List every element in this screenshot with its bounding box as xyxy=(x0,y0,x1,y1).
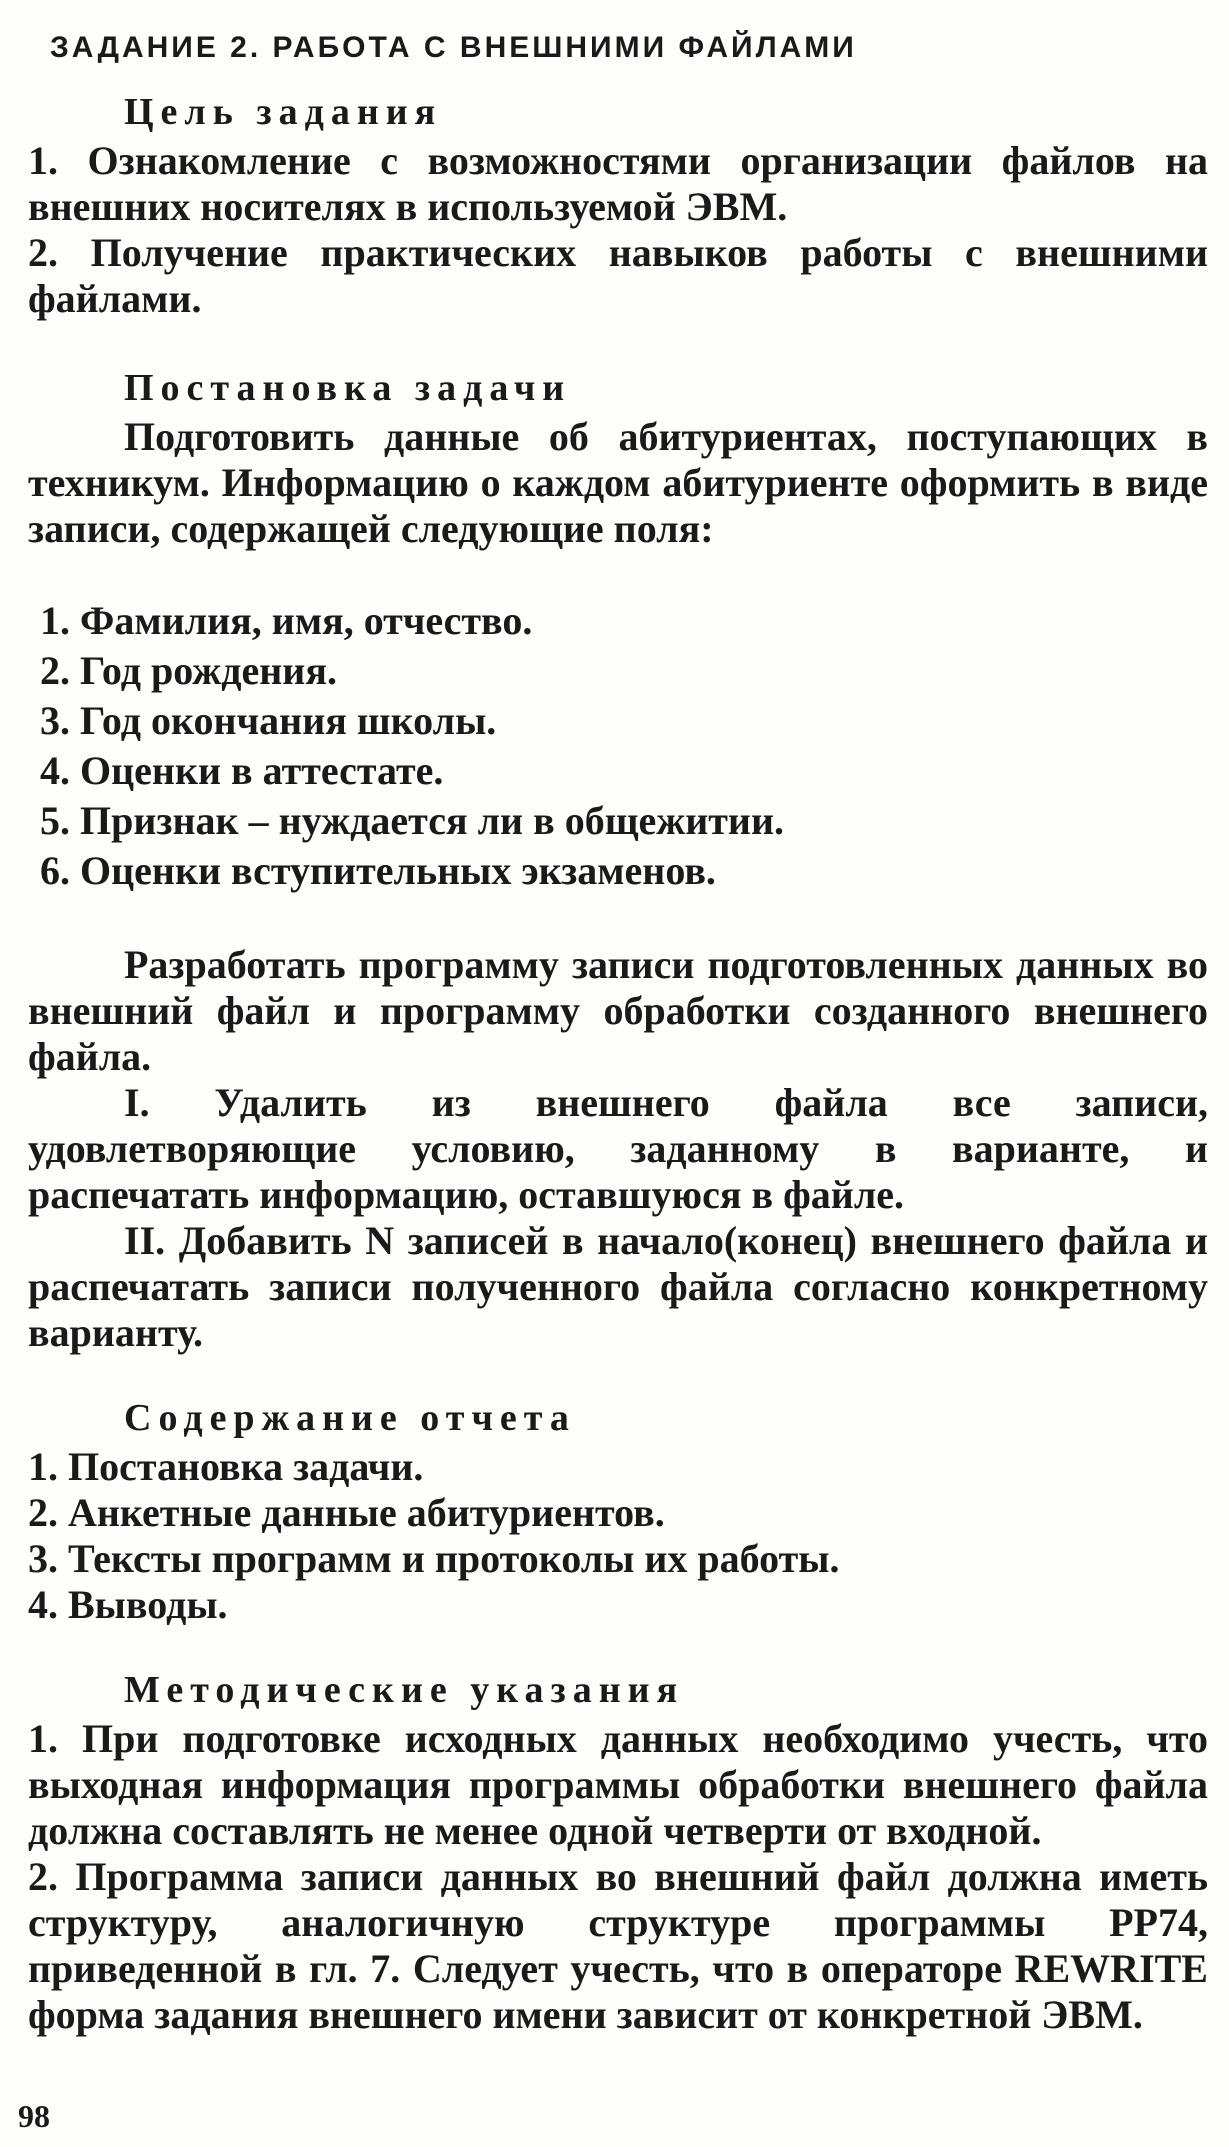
task-develop: Разработать программу записи подготовленных данных во внешний файл и программу обработки созданного внешнего файла. xyxy=(28,942,1208,1079)
task-intro: Подготовить данные об абитуриентах, поступающих в техникум. Информацию о каждом абитуриенте оформить в виде записи, содержащей следующие поля: xyxy=(28,414,1208,551)
list-item: 4. Оценки в аттестате. xyxy=(40,748,444,793)
goal-item: 2. Получение практических навыков работы с внешними файлами. xyxy=(28,230,1208,321)
list-item: 2. Год рождения. xyxy=(40,648,337,693)
record-fields-list xyxy=(40,598,1208,894)
report-item: 2. Анкетные данные абитуриентов. xyxy=(28,1490,665,1535)
goal-item: 1. Ознакомление с возможностями организации файлов на внешних носителях в используемой ЭВМ. xyxy=(28,138,1208,229)
list-item: 6. Оценки вступительных экзаменов. xyxy=(40,848,716,893)
task-step-1: I. Удалить из внешнего файла все записи, удовлетворяющие условию, заданному в варианте, и распечатать информацию, оставшуюся в файле. xyxy=(28,1080,1208,1217)
chapter-title: ЗАДАНИЕ 2. РАБОТА С ВНЕШНИМИ ФАЙЛАМИ xyxy=(50,31,857,64)
guideline-item: 1. При подготовке исходных данных необходимо учесть, что выходная информация программы обработки внешнего файла должна составлять не менее одной четверти от входной. xyxy=(28,1716,1208,1853)
page-number: 98 xyxy=(18,2098,50,2134)
document-page xyxy=(28,28,1208,2038)
guidelines-heading: Методические указания xyxy=(124,1669,685,1711)
report-item: 1. Постановка задачи. xyxy=(28,1444,424,1489)
list-item: 5. Признак – нуждается ли в общежитии. xyxy=(40,798,785,843)
report-item: 3. Тексты программ и протоколы их работы. xyxy=(28,1536,840,1581)
list-item: 1. Фамилия, имя, отчество. xyxy=(40,598,533,643)
goal-heading: Цель задания xyxy=(124,91,443,133)
task-heading: Постановка задачи xyxy=(124,367,572,409)
guideline-item: 2. Программа записи данных во внешний файл должна иметь структуру, аналогичную структуре программы PP74, приведенной в гл. 7. Следует учесть, что в операторе REWRITE форма задания внешнего имени зависит от конкретной ЭВМ. xyxy=(28,1854,1208,2037)
report-heading: Содержание отчета xyxy=(124,1397,576,1439)
task-step-2: II. Добавить N записей в начало(конец) внешнего файла и распечатать записи полученного файла согласно конкретному варианту. xyxy=(28,1218,1208,1355)
list-item: 3. Год окончания школы. xyxy=(40,698,497,743)
report-item: 4. Выводы. xyxy=(28,1582,228,1627)
